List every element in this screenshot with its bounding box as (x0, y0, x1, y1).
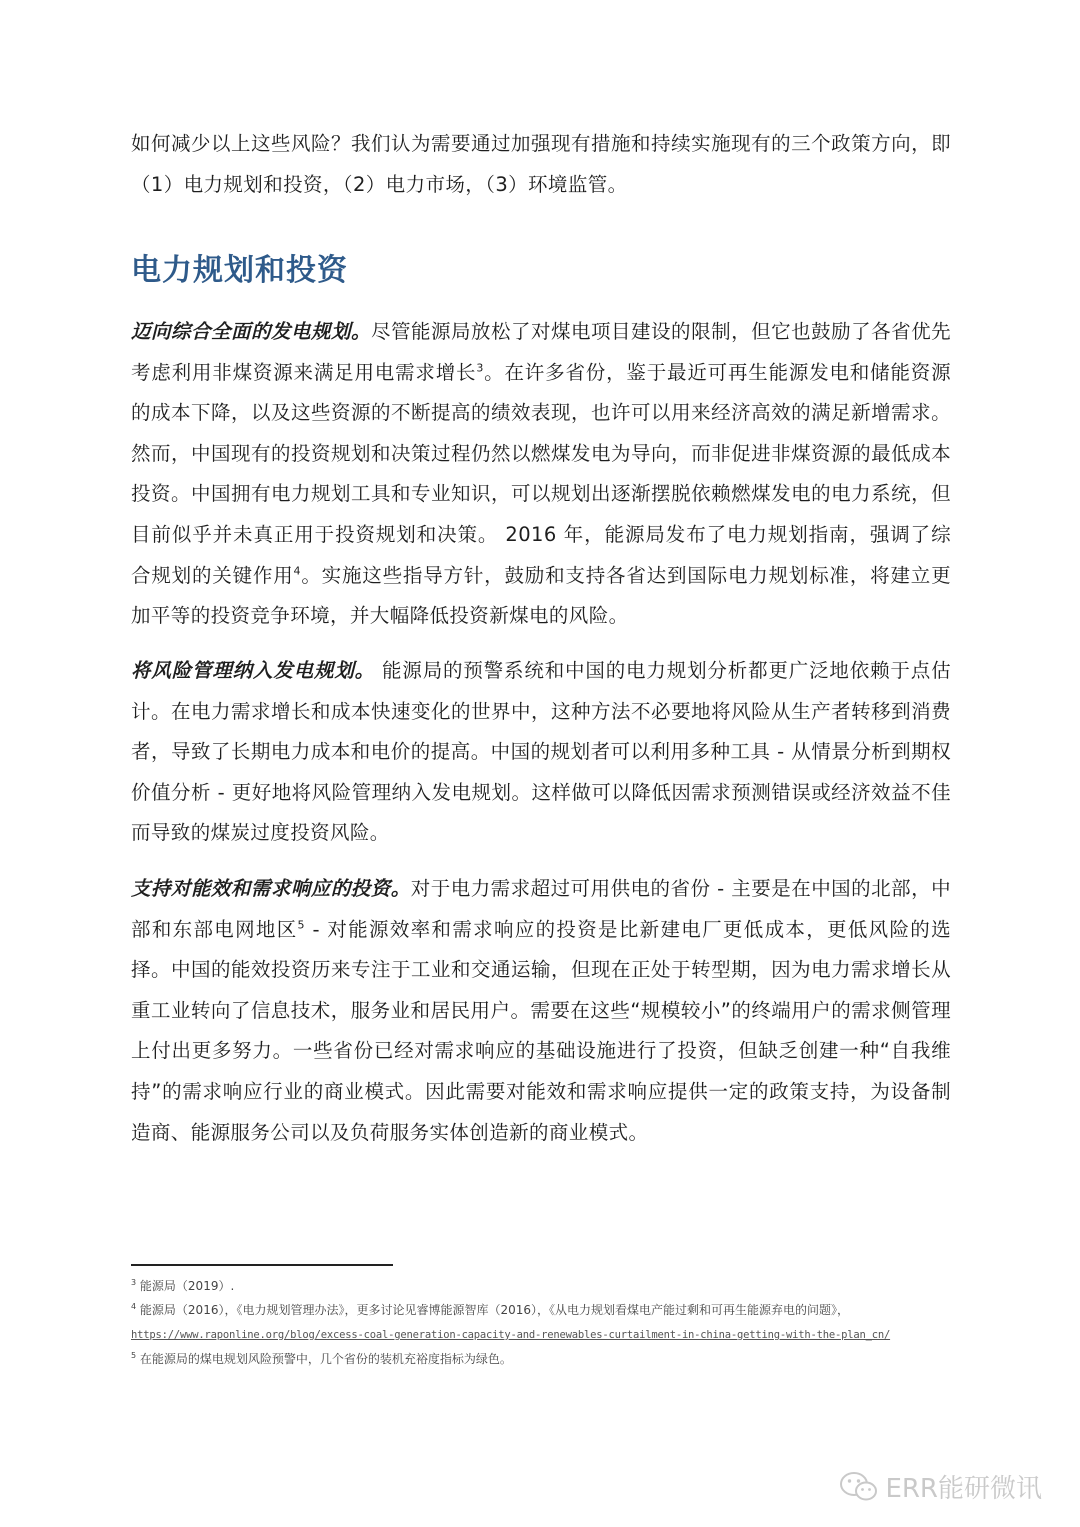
paragraph-text: 。在许多省份，鉴于最近可再生能源发电和储能资源的成本下降，以及这些资源的不断提高的绩效表现，也许可以用来经济高效的满足新增需求。然而，中国现有的投资规划和决策过程仍然以燃煤发电为导向，而非促进非煤资源的最低成本投资。中国拥有电力规划工具和专业知识，可以规划出逐渐摆脱依赖燃煤发电的电力系统，但目前似乎并未真正用于投资规划和决策。 2016 年，能源局发布了电力规划指南，强调了综合规划的关键作用 (131, 360, 951, 587)
footnote-ref[interactable]: 4 (293, 564, 301, 578)
paragraph-lead: 将风险管理纳入发电规划。 (131, 659, 376, 682)
paragraph-risk-management (131, 651, 951, 854)
paragraph-text: 尽管能源局放松了对煤电项目建设的限制，但它也鼓励了各省优先考虑利用非煤资源来满足用电需求增长 (131, 320, 951, 384)
paragraph-text: 对于电力需求超过可用供电的省份 - 主要是在中国的北部，中部和东部电网地区 (131, 877, 951, 941)
footnote-ref[interactable]: 5 (297, 918, 305, 932)
intro-text: 如何减少以上这些风险？我们认为需要通过加强现有措施和持续实施现有的三个政策方向，即（1）电力规划和投资，（2）电力市场，（3）环境监管。 (131, 132, 951, 196)
footnote (131, 1298, 951, 1322)
footnotes (131, 1274, 951, 1371)
paragraph-text: - 对能源效率和需求响应的投资是比新建电厂更低成本，更低风险的选择。中国的能效投资历来专注于工业和交通运输，但现在正处于转型期，因为电力需求增长从重工业转向了信息技术，服务业和居民用户。需要在这些“规模较小”的终端用户的需求侧管理上付出更多努力。一些省份已经对需求响应的基础设施进行了投资，但缺乏创建一种“自我维持”的需求响应行业的商业模式。因此需要对能效和需求响应提供一定的政策支持，为设备制造商、能源服务公司以及负荷服务实体创造新的商业模式。 (131, 917, 952, 1144)
footnote-text: 在能源局的煤电规划风险预警中，几个省份的装机充裕度指标为绿色。 (139, 1352, 512, 1366)
paragraph-integrated-planning (131, 312, 951, 637)
footnote-url-line (131, 1322, 951, 1347)
paragraph-text: 。实施这些指导方针，鼓励和支持各省达到国际电力规划标准，将建立更加平等的投资竞争环境，并大幅降低投资新煤电的风险。 (131, 563, 951, 628)
footnote-number: 5 (131, 1351, 137, 1360)
paragraph-efficiency-demand-response (131, 869, 951, 1153)
footnote-divider (131, 1264, 393, 1266)
footnote (131, 1274, 951, 1298)
wechat-icon (839, 1470, 879, 1504)
footnote-ref[interactable]: 3 (476, 361, 484, 375)
footnote-number: 4 (131, 1302, 137, 1311)
paragraph-lead: 迈向综合全面的发电规划。 (131, 320, 372, 343)
footnote-number: 3 (131, 1278, 137, 1287)
footnote-link[interactable]: https://www.raponline.org/blog/excess-coal-generation-capacity-and-renewables-curtailment-in-china-getting-with-the-plan_cn/ (131, 1329, 891, 1341)
footnote-text: 能源局（2019）. (139, 1279, 235, 1293)
section-heading: 电力规划和投资 (131, 253, 348, 288)
intro-paragraph (131, 124, 951, 205)
paragraph-text: 能源局的预警系统和中国的电力规划分析都更广泛地依赖于点估计。在电力需求增长和成本快速变化的世界中，这种方法不必要地将风险从生产者转移到消费者，导致了长期电力成本和电价的提高。中国的规划者可以利用多种工具 - 从情景分析到期权价值分析 - 更好地将风险管理纳入发电规划。这样做可以降低因需求预测错误或经济效益不佳而导致的煤炭过度投资风险。 (131, 659, 951, 845)
footnote (131, 1347, 951, 1371)
watermark-text: ERR能研微讯 (885, 1474, 1042, 1504)
watermark (839, 1468, 1042, 1505)
paragraph-lead: 支持对能效和需求响应的投资。 (131, 877, 411, 900)
footnote-text: 能源局（2016），《电力规划管理办法》，更多讨论见睿博能源智库（2016），《从电力规划看煤电产能过剩和可再生能源弃电的问题》， (139, 1303, 850, 1317)
